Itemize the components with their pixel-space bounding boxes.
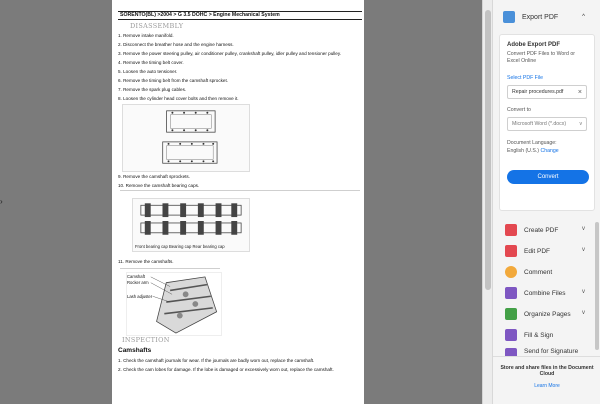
- export-card: [499, 34, 595, 211]
- head-cover-diagram: [123, 105, 249, 171]
- step-1: 1. Remove intake manifold.: [118, 33, 174, 38]
- tool-label: Comment: [524, 268, 553, 276]
- step-2: 2. Disconnect the breather hose and the engine harness.: [118, 42, 234, 47]
- doc-header: SORENTO(BL) >2004 > G 3.5 DOHC > Engine Mechanical System: [118, 11, 362, 20]
- step-3: 3. Remove the power steering pulley, air conditioner pulley, crankshaft pulley, idler pulley and tensioner pulley.: [118, 51, 342, 56]
- combine-files-icon: [505, 287, 517, 299]
- card-description: Convert PDF Files to Word or Excel Online: [507, 51, 575, 64]
- export-pdf-title: Export PDF: [522, 13, 559, 21]
- doc-language-value: English (U.S.): [507, 148, 539, 154]
- learn-more-link[interactable]: Learn More: [534, 383, 560, 389]
- step-4: 4. Remove the timing belt cover.: [118, 60, 184, 65]
- inspection-step-1: 1. Check the camshaft journals for wear. If the journals are badly worn out, replace the camshaft.: [118, 358, 315, 363]
- section-disassembly: DISASSEMBLY: [130, 22, 184, 30]
- step-10: 10. Remove the camshaft bearing caps.: [118, 183, 200, 188]
- steps-list-a: [118, 33, 362, 102]
- tool-label: Create PDF: [524, 226, 559, 234]
- fill-sign-icon: [505, 329, 517, 341]
- change-language-link[interactable]: Change: [540, 148, 559, 154]
- document-scrollbar[interactable]: [482, 0, 492, 404]
- scrollbar-thumb[interactable]: [485, 10, 491, 290]
- chevron-down-icon[interactable]: v: [582, 289, 585, 295]
- label-rocker-arm: Rocker arm: [127, 280, 149, 285]
- card-title: Adobe Export PDF: [507, 42, 561, 48]
- tool-label: Combine Files: [524, 289, 566, 297]
- figure-bearing-caps: [132, 198, 250, 252]
- chevron-down-icon[interactable]: v: [582, 247, 585, 253]
- label-camshaft: Camshaft: [127, 274, 145, 279]
- step-9: 9. Remove the camshaft sprockets.: [118, 174, 190, 179]
- edit-pdf-icon: [505, 245, 517, 257]
- selected-file-field[interactable]: [507, 85, 587, 99]
- organize-pages-icon: [505, 308, 517, 320]
- store-text: Store and share files in the Document Cloud: [500, 365, 594, 377]
- step-6: 6. Remove the timing belt from the camshaft sprocket.: [118, 78, 229, 83]
- bearing-caps-diagram: [133, 199, 249, 243]
- tool-label: Send for Signature: [524, 348, 579, 355]
- tool-organize-pages[interactable]: [493, 304, 600, 324]
- tool-combine-files[interactable]: [493, 283, 600, 303]
- bearing-caps-caption: Front bearing cap Bearing cap Rear bearing cap: [135, 244, 225, 249]
- tool-fill-sign[interactable]: [493, 325, 600, 345]
- create-pdf-icon: [505, 224, 517, 236]
- tool-comment[interactable]: [493, 262, 600, 282]
- tool-send-signature[interactable]: [493, 346, 600, 356]
- step-11: 11. Remove the camshafts.: [118, 259, 174, 264]
- export-pdf-header[interactable]: [493, 0, 600, 34]
- chevron-down-icon[interactable]: v: [582, 226, 585, 232]
- convert-to-label: Convert to: [507, 107, 531, 113]
- divider: [120, 268, 220, 269]
- inspection-step-2: 2. Check the cam lobes for damage. If the lobe is damaged or excessively worn out, replace the camshaft.: [118, 367, 334, 372]
- convert-button[interactable]: Convert: [507, 170, 589, 184]
- label-lash-adjuster: Lash adjuster: [127, 294, 153, 299]
- inspection-steps: [118, 358, 362, 373]
- doc-language-label: Document Language:: [507, 140, 557, 146]
- convert-to-select[interactable]: [507, 117, 587, 131]
- selected-file-name: Repair procedures.pdf: [512, 89, 564, 95]
- chevron-up-icon[interactable]: ^: [582, 14, 585, 20]
- convert-to-value: Microsoft Word (*.docx): [512, 121, 567, 127]
- tool-label: Organize Pages: [524, 310, 571, 318]
- panel-scrollbar[interactable]: [595, 222, 599, 350]
- step-8: 8. Loosen the cylinder head cover bolts and then remove it.: [118, 96, 239, 101]
- figure-camshaft: [126, 272, 222, 336]
- tool-label: Edit PDF: [524, 247, 551, 255]
- tool-edit-pdf[interactable]: [493, 241, 600, 261]
- camshafts-heading: Camshafts: [118, 347, 152, 354]
- select-pdf-label[interactable]: Select PDF File: [507, 75, 544, 81]
- tools-panel: [492, 0, 600, 404]
- section-inspection: INSPECTION: [122, 336, 170, 344]
- figure-cylinder-head-cover: [122, 104, 250, 172]
- chevron-down-icon[interactable]: v: [582, 310, 585, 316]
- send-signature-icon: [505, 348, 517, 356]
- chevron-down-icon: v: [579, 121, 582, 127]
- pdf-page: [112, 0, 364, 404]
- divider: [120, 190, 360, 191]
- tool-create-pdf[interactable]: [493, 220, 600, 240]
- step-7: 7. Remove the spark plug cables.: [118, 87, 187, 92]
- comment-icon: [505, 266, 517, 278]
- step-5: 5. Loosen the auto tensioner.: [118, 69, 178, 74]
- clear-file-icon[interactable]: ×: [577, 88, 582, 96]
- tool-label: Fill & Sign: [524, 331, 554, 339]
- left-panel-toggle-icon[interactable]: ›: [0, 197, 3, 206]
- export-pdf-icon: [503, 11, 515, 23]
- document-cloud-promo: [493, 356, 600, 404]
- steps-list-b: [118, 174, 362, 189]
